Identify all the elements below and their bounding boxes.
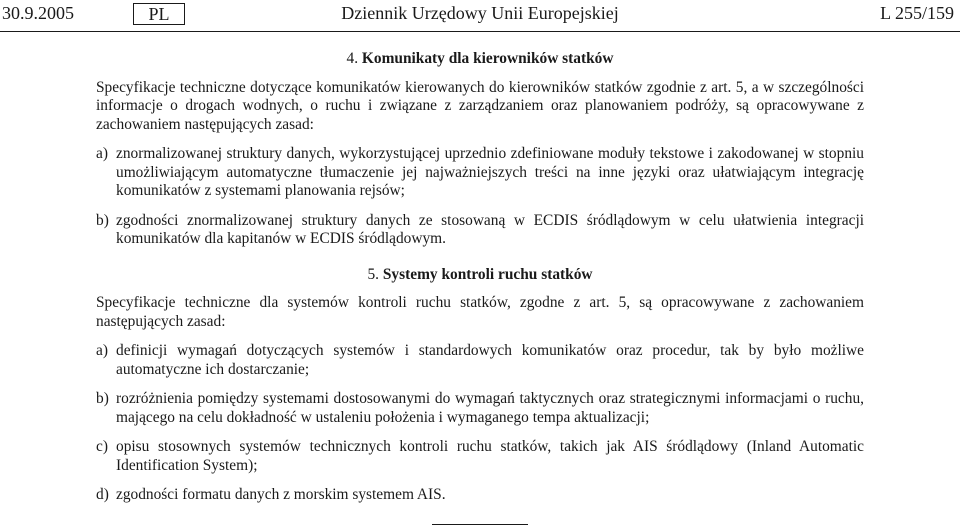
item-text: znormalizowanej struktury danych, wykorzystującej uprzednio zdefiniowane moduły tekstowe i zakodowanej w stopniu umożliwiającym automatyczne tłumaczenie jej najważniejszych treści na inne języki oraz ułatwiającym integrację komunikatów z systemami planowania rejsów;	[116, 145, 864, 199]
journal-title: Dziennik Urzędowy Unii Europejskiej	[341, 3, 619, 23]
section-5-lead: Specyfikacje techniczne dla systemów kontroli ruchu statków, zgodne z art. 5, są opracowywane z zachowaniem następujących zasad:	[96, 294, 864, 330]
item-text: rozróżnienia pomiędzy systemami dostosowanymi do wymagań taktycznych oraz strategicznymi informacjami o ruchu, mającego na celu dokładność w ustaleniu położenia i wymaganego tempa aktualizacji;	[116, 390, 864, 426]
item-text: opisu stosownych systemów technicznych kontroli ruchu statków, takich jak AIS śródlądowy (Inland Automatic Identification System);	[116, 438, 864, 474]
section-4-title: Komunikaty dla kierowników statków	[361, 50, 614, 67]
footer-rule	[432, 524, 528, 525]
section-5-item-b	[96, 390, 864, 427]
section-4-heading	[96, 50, 864, 69]
header-date: 30.9.2005	[2, 3, 74, 23]
item-text: zgodności znormalizowanej struktury danych ze stosowaną w ECDIS śródlądowym w celu ułatwienia integracji komunikatów dla kapitanów w ECDIS śródlądowym.	[116, 211, 864, 247]
header-rule	[0, 31, 960, 32]
section-4-lead: Specyfikacje techniczne dotyczące komunikatów kierowanych do kierowników statków zgodnie z art. 5, a w szczególności informacje o drogach wodnych, o ruchu i związane z zarządzaniem oraz planowaniem podróży, są opracowywane z zachowaniem następujących zasad:	[96, 78, 864, 133]
section-4-number: 4.	[346, 50, 359, 67]
section-5-heading	[96, 266, 864, 285]
page-reference: L 255/159	[880, 3, 954, 23]
item-label: a)	[96, 342, 108, 359]
language-box: PL	[133, 3, 185, 25]
item-label: a)	[96, 145, 108, 162]
item-text: zgodności formatu danych z morskim systemem AIS.	[116, 486, 446, 503]
section-4-item-a	[96, 145, 864, 201]
section-5-title: Systemy kontroli ruchu statków	[382, 265, 593, 283]
item-text: definicji wymagań dotyczących systemów i standardowych komunikatów oraz procedur, tak by było możliwe automatyczne ich dostarczanie;	[116, 342, 864, 378]
item-label: c)	[96, 438, 108, 455]
item-label: d)	[96, 486, 109, 503]
section-5-item-c	[96, 438, 864, 475]
section-5-number: 5.	[367, 265, 380, 283]
section-5-item-a	[96, 342, 864, 379]
page-header	[0, 0, 960, 30]
section-4-item-b	[96, 212, 864, 249]
document-body	[96, 50, 864, 516]
item-label: b)	[96, 211, 109, 229]
section-5-item-d	[96, 486, 864, 505]
item-label: b)	[96, 390, 109, 407]
